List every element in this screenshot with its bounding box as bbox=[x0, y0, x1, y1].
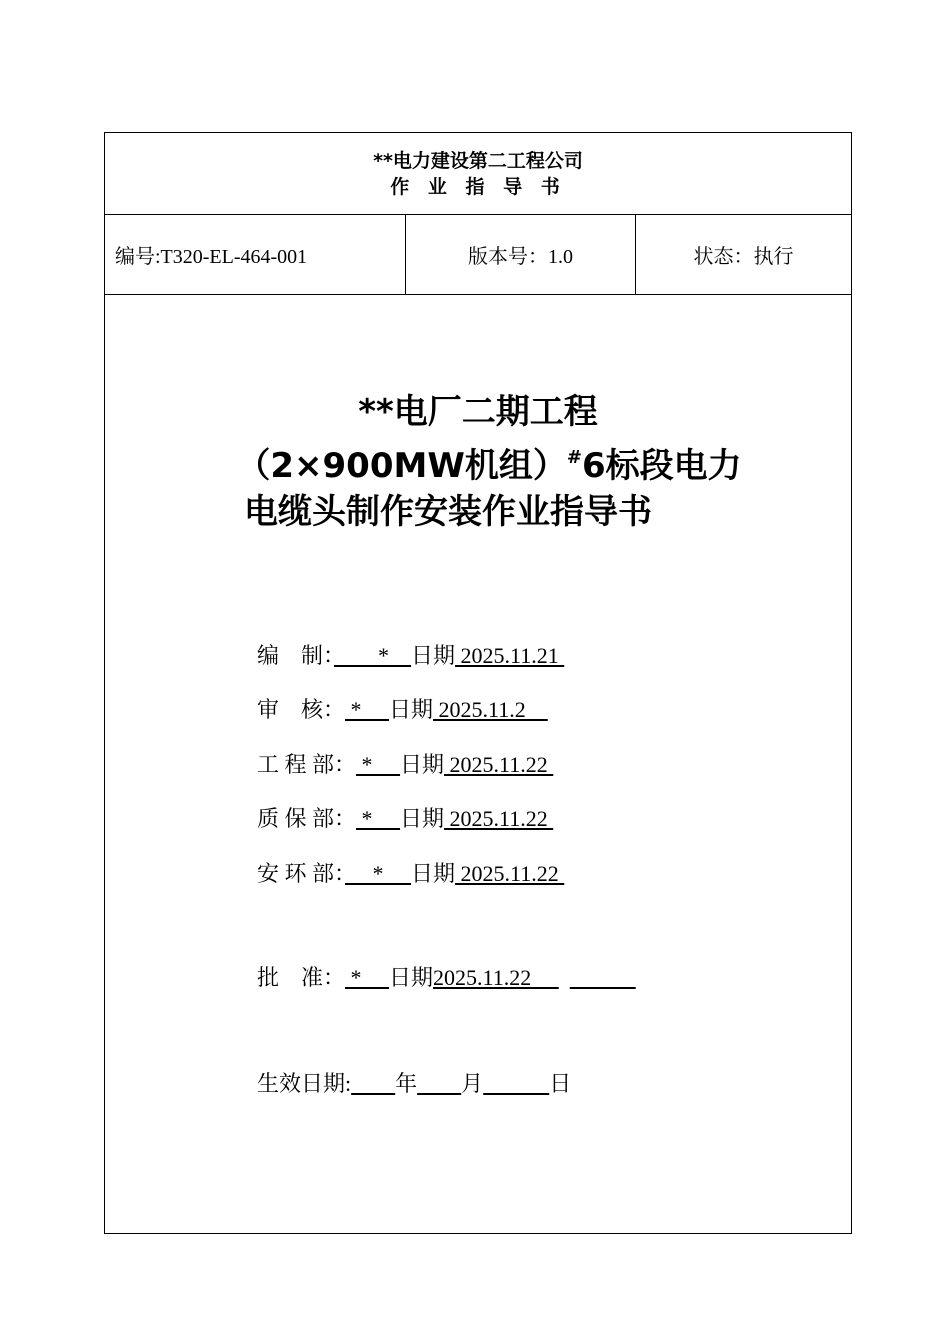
document-header bbox=[105, 133, 851, 215]
signoff-date: 2025.11.2 bbox=[433, 697, 548, 722]
effective-month-label: 月 bbox=[461, 1071, 484, 1096]
document-code: 编号:T320-EL-464-001 bbox=[105, 215, 406, 294]
effective-date bbox=[257, 1067, 571, 1098]
document-title bbox=[105, 389, 851, 535]
signoff-date: 2025.11.21 bbox=[455, 643, 565, 668]
effective-label: 生效日期: bbox=[257, 1071, 352, 1096]
status: 状态：执行 bbox=[693, 246, 794, 268]
signoff-label: 工 程 部： bbox=[257, 752, 357, 777]
signoff-date-label: 日期 bbox=[400, 806, 445, 831]
approval-tail-blank bbox=[570, 965, 636, 990]
title-line-2-sup: # bbox=[566, 447, 582, 468]
signoff-compile bbox=[257, 639, 564, 670]
signoff-date-label: 日期 bbox=[411, 861, 456, 886]
effective-day-label: 日 bbox=[549, 1071, 572, 1096]
title-line-2-part-b: 6标段电力 bbox=[581, 446, 742, 486]
title-line-2-part-a: （2×900MW机组） bbox=[236, 446, 567, 486]
signoff-label: 质 保 部： bbox=[257, 806, 357, 831]
signoff-date-label: 日期 bbox=[400, 752, 445, 777]
signoff-date: 2025.11.22 bbox=[444, 806, 554, 831]
document-frame bbox=[104, 132, 852, 1234]
company-name: **电力建设第二工程公司 bbox=[373, 149, 583, 172]
signoff-quality bbox=[257, 802, 553, 833]
signoff-name: * bbox=[334, 643, 412, 668]
approval-date: 2025.11.22 bbox=[433, 965, 559, 990]
signoff-name: * bbox=[345, 697, 390, 722]
approval-label: 批 准： bbox=[257, 965, 346, 990]
info-row bbox=[105, 215, 851, 295]
effective-day-blank bbox=[483, 1071, 549, 1096]
signoff-safety bbox=[257, 857, 564, 888]
signoff-label: 编 制： bbox=[257, 643, 335, 668]
signoff-name: * bbox=[356, 752, 401, 777]
effective-month-blank bbox=[417, 1071, 461, 1096]
document-type: 作 业 指 导 书 bbox=[390, 175, 566, 198]
signoff-review bbox=[257, 693, 548, 724]
effective-year-blank bbox=[351, 1071, 395, 1096]
title-line-2 bbox=[127, 435, 851, 489]
signoff-label: 安 环 部： bbox=[257, 861, 346, 886]
signoff-approval bbox=[257, 961, 636, 992]
title-line-1: **电厂二期工程 bbox=[358, 392, 598, 432]
effective-year-label: 年 bbox=[395, 1071, 418, 1096]
approval-name: * bbox=[345, 965, 390, 990]
signoff-date: 2025.11.22 bbox=[444, 752, 554, 777]
version-number: 版本号：1.0 bbox=[406, 215, 636, 294]
signoff-name: * bbox=[356, 806, 401, 831]
signoff-engineering bbox=[257, 748, 553, 779]
signoff-date-label: 日期 bbox=[389, 697, 434, 722]
signoff-label: 审 核： bbox=[257, 697, 346, 722]
title-line-3: 电缆头制作安装作业指导书 bbox=[244, 492, 652, 532]
approval-date-label: 日期 bbox=[389, 965, 434, 990]
signoff-date: 2025.11.22 bbox=[455, 861, 565, 886]
signoff-date-label: 日期 bbox=[411, 643, 456, 668]
signoff-name: * bbox=[345, 861, 412, 886]
